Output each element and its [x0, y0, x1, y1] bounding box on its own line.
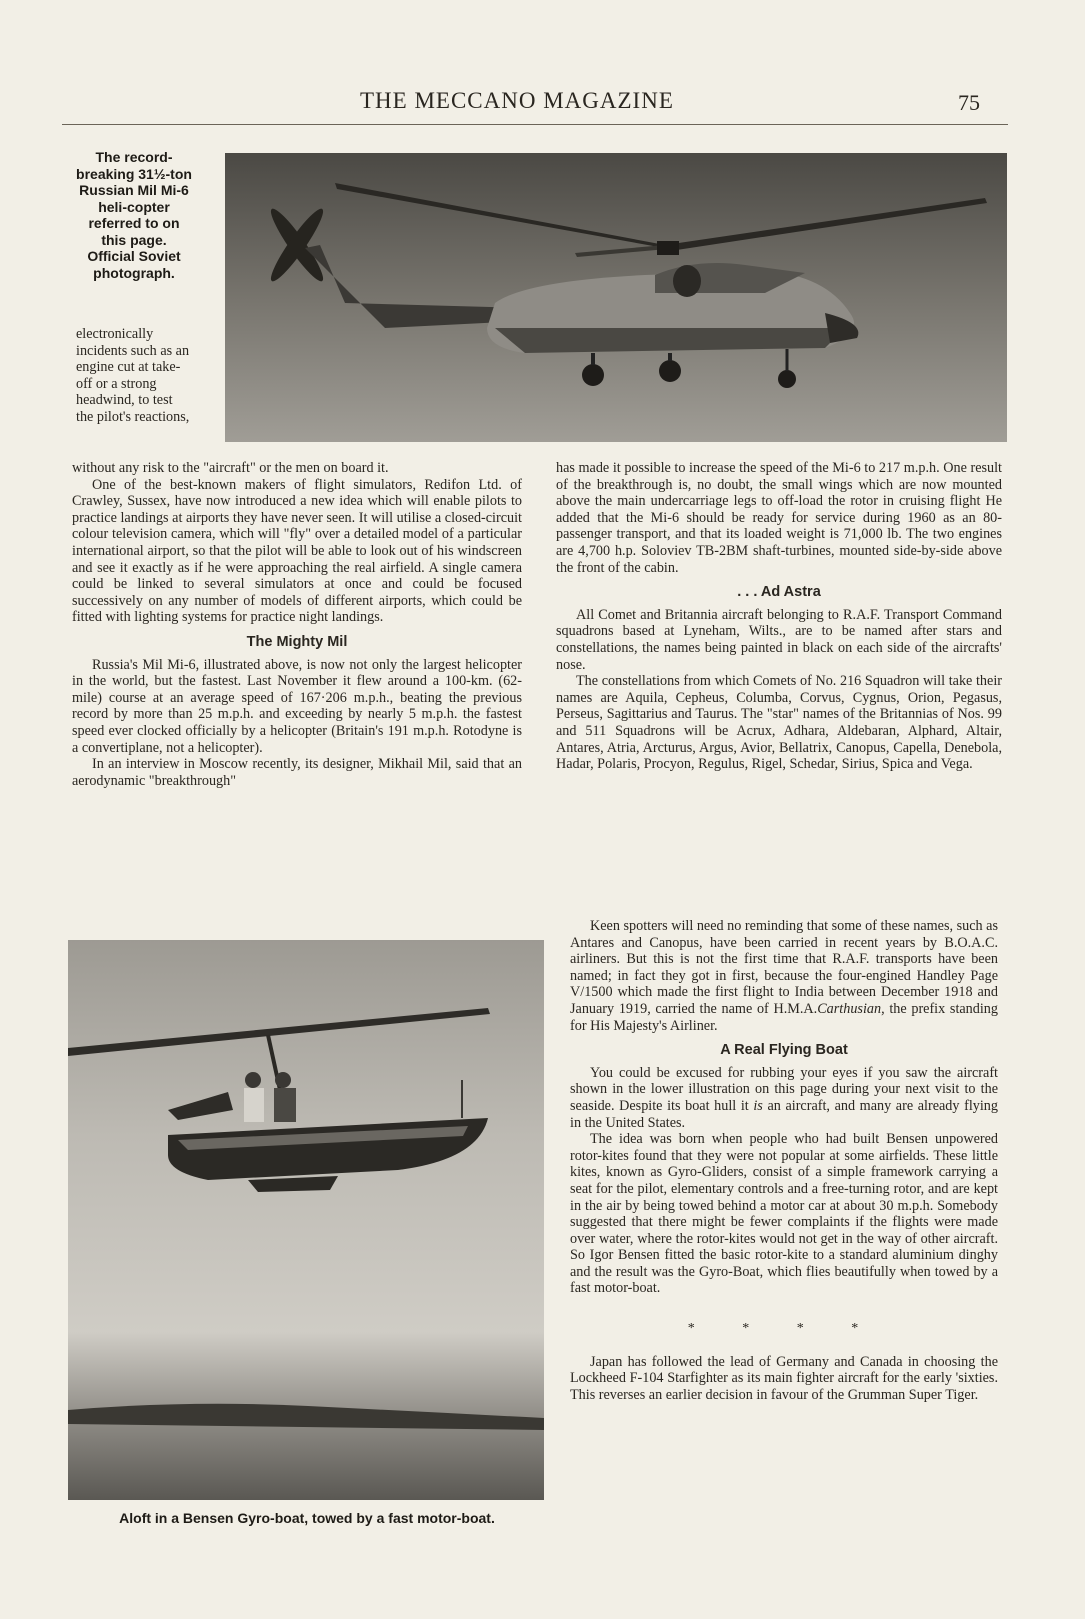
gyro-boat-photo: [68, 940, 544, 1500]
text-column-right: [556, 460, 1002, 773]
paragraph-comet-britannia: All Comet and Britannia aircraft belonging to R.A.F. Transport Command squadrons based at Lyneham, Wilts., are to be named after stars and constellations, the names being painted in black on each side of the aircrafts' nose.: [556, 606, 1002, 673]
paragraph-interview: In an interview in Moscow recently, its designer, Mikhail Mil, said that an aerodynamic "breakthrough": [72, 756, 522, 789]
magazine-title: THE MECCANO MAGAZINE: [360, 88, 674, 113]
text-column-right-lower: [570, 918, 998, 1403]
paragraph-breakthrough: has made it possible to increase the speed of the Mi-6 to 217 m.p.h. One result of the breakthrough is, no doubt, the small wings which are now mounted above the main undercarriage legs to off-load the rotor in cruising flight He added that the Mi-6 should be ready for service during 1960 as an 80-passenger transport, and that its loaded weight is 71,000 lb. The two engines are 4,700 h.p. Soloviev TB-2BM shaft-turbines, mounted side-by-side above the front of the cabin.: [556, 460, 1002, 576]
paragraph-japan: Japan has followed the lead of Germany and Canada in choosing the Lockheed F-104 Starfighter as its main fighter aircraft for the early 'sixties. This reverses an earlier decision in favour of the Grumman Super Tiger.: [570, 1353, 998, 1403]
paragraph-rubbing-eyes: You could be excused for rubbing your eyes if you saw the aircraft shown in the lower illustration on this page during your next visit to the seaside. Despite its boat hull it is an aircraft, and many are already flying in the United States.: [570, 1064, 998, 1131]
narrow-text-column: [76, 326, 191, 426]
heading-ad-astra: . . . Ad Astra: [737, 584, 821, 601]
paragraph-spotters: Keen spotters will need no reminding that some of these names, such as Antares and Canopus, have been carried in recent years by B.O.A.C. airliners. But this is not the first time that R.A.F. transports have been named; in fact they got in first, because the four-engined Handley Page V/1500 which made the first flight to India between December 1918 and January 1919, carried the name of H.M.A.Carthusian, the prefix standing for His Majesty's Airliner.: [570, 918, 998, 1034]
narrow-paragraph: electronically incidents such as an engine cut at take-off or a strong headwind, to test the pilot's reactions,: [76, 326, 190, 425]
heading-mighty-mil: The Mighty Mil: [246, 633, 348, 650]
text-column-left: [72, 460, 522, 789]
section-divider-stars: * * * *: [687, 1321, 881, 1337]
helicopter-photo: [225, 153, 1007, 442]
gyro-boat-photo-caption: Aloft in a Bensen Gyro-boat, towed by a fast motor-boat.: [119, 1510, 495, 1526]
paragraph-gyro-boat: The idea was born when people who had built Bensen unpowered rotor-kites found that they were not popular at some airfields. These little kites, known as Gyro-Gliders, consist of a simple framework carrying a seat for the pilot, elementary controls and a free-turning rotor, and are kept in the air by being towed behind a motor car at about 30 m.p.h. Somebody suggested that there might be fewer complaints if the flights were made over water, where the rotor-kites would not get in the way of other aircraft. So Igor Bensen fitted the basic rotor-kite to a standard aluminium dinghy and the result was the Gyro-Boat, which flies beautifully when towed by a fast motor-boat.: [570, 1131, 998, 1297]
header-rule: [62, 124, 1008, 125]
helicopter-photo-caption: The record-breaking 31½-ton Russian Mil Mi-6 heli-copter referred to on this page. Official Soviet photograph.: [76, 149, 192, 281]
paragraph-redifon: One of the best-known makers of flight simulators, Redifon Ltd. of Crawley, Sussex, have now introduced a new idea which will enable pilots to practice landings at airports they have never seen. It will utilise a closed-circuit colour television camera, which will "fly" over a detailed model of a particular international airport, so that the pilot will be able to look out of his windscreen and see it exactly as if he were approaching the real airfield. A single camera could be linked to several simulators at once and could be focused successively on any number of models of different airports, which could be fitted with lighting systems for practice night landings.: [72, 476, 522, 626]
paragraph-aircraft-risk: without any risk to the "aircraft" or the men on board it.: [72, 460, 389, 476]
heading-flying-boat: A Real Flying Boat: [720, 1042, 848, 1059]
page-header: [0, 88, 1085, 122]
paragraph-mi6: Russia's Mil Mi-6, illustrated above, is now not only the largest helicopter in the world, but the fastest. Last November it flew around a 100-km. (62-mile) course at an average speed of 167·206 m.p.h., beating the previous record by more than 25 m.p.h. and exceeding by nearly 5 m.p.h. the fastest speed ever clocked officially by a helicopter (Britain's 191 m.p.h. Rotodyne is a convertiplane, not a helicopter).: [72, 656, 522, 756]
page-number: 75: [958, 90, 980, 115]
paragraph-constellations: The constellations from which Comets of No. 216 Squadron will take their names are Aquila, Cepheus, Columba, Corvus, Cygnus, Orion, Pegasus, Perseus, Sagittarius and Taurus. The "star" names of the Britannias of Nos. 99 and 511 Squadrons will be Acrux, Adhara, Aldebaran, Alphard, Altair, Antares, Atria, Arcturus, Argus, Avior, Bellatrix, Canopus, Capella, Denebola, Hadar, Polaris, Procyon, Regulus, Rigel, Schedar, Sirius, Spica and Vega.: [556, 673, 1002, 773]
